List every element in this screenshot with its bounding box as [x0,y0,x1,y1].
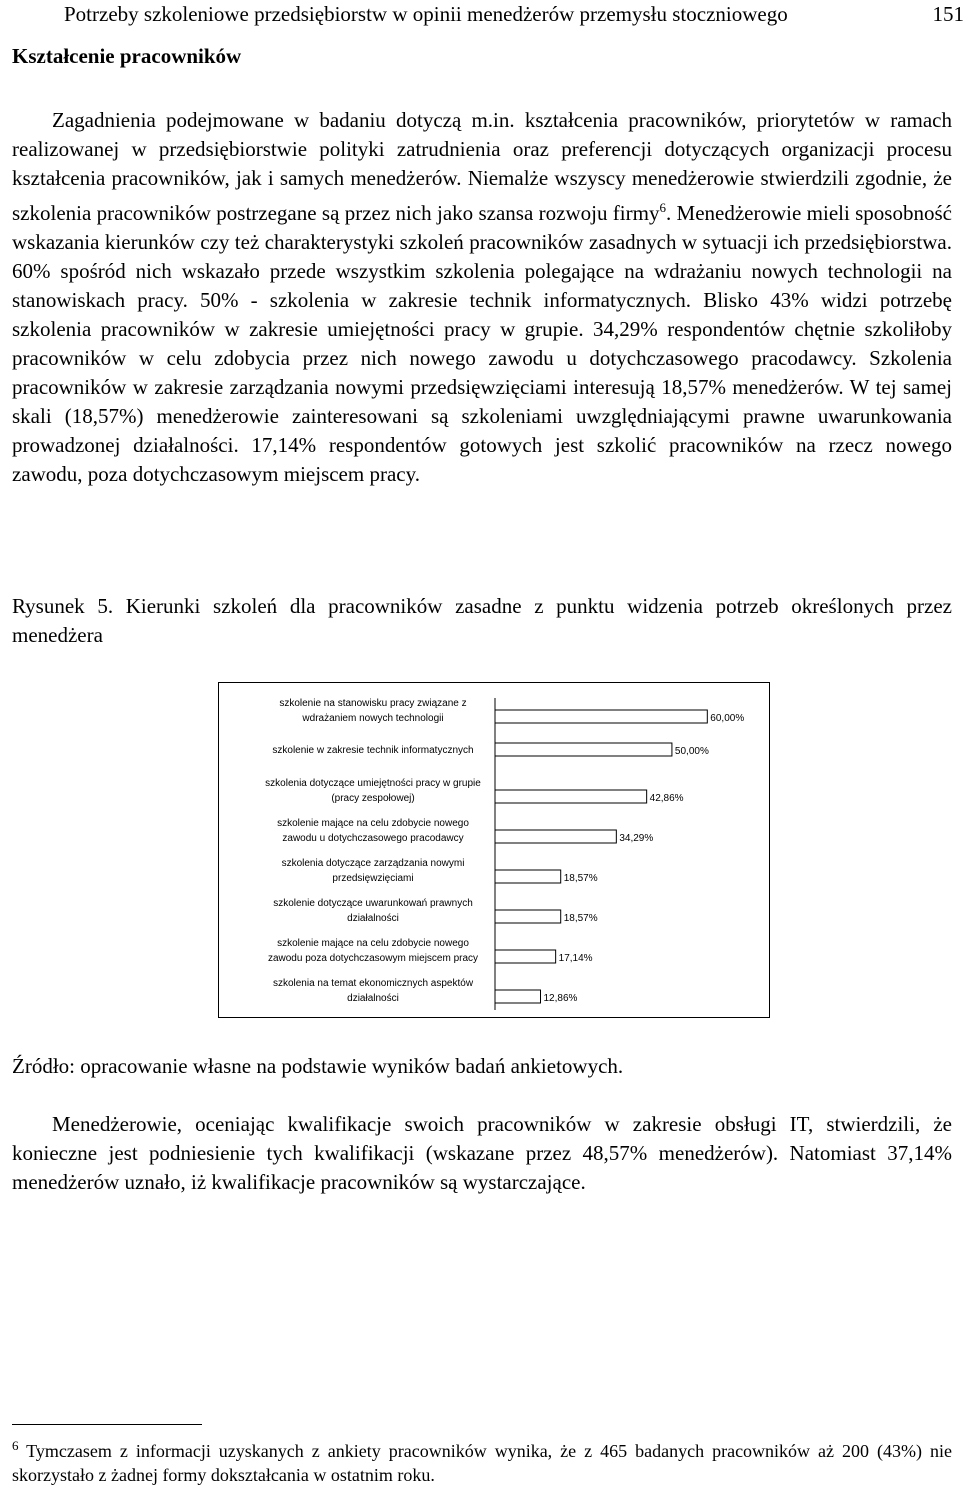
category-label: szkolenia dotyczące zarządzania nowymi przedsięwzięciami [281,858,465,884]
bar [495,743,672,756]
value-label: 42,86% [649,793,684,804]
paragraph-1-part-1: Zagadnienia podejmowane w badaniu dotyczą m.in. kształcenia pracowników, priorytetów w ramach realizowanej w przedsiębiorstwie polityki zatrudnienia oraz preferencji dotyczących organizacji procesu kształcenia pracowników, jak i samych menedżerów. Niemalże wszyscy menedżerowie stwierdzili zgodnie, że szkolenia pracowników postrzegane są przez nich jako szansa rozwoju firmy [12,108,952,225]
bar [495,710,707,723]
value-label: 34,29% [619,833,654,844]
header-title: Potrzeby szkoleniowe przedsiębiorstw w opinii menedżerów przemysłu stoczniowego [64,2,788,26]
paragraph-2-text: Menedżerowie, oceniając kwalifikacje swoich pracowników w zakresie obsługi IT, stwierdzili, że konieczne jest podniesienie tych kwalifikacji (wskazane przez 48,57% menedżerów). Natomiast 37,14% menedżerów uznało, iż kwalifikacje pracowników są wystarczające. [12,1112,952,1194]
figure-caption-text: Rysunek 5. Kierunki szkoleń dla pracowników zasadne z punktu widzenia potrzeb określonych przez menedżera [12,594,952,647]
page-number: 151 [932,2,964,26]
footnote-rule [12,1424,202,1425]
bar [495,910,561,923]
footnote-reference[interactable]: 6 [659,200,666,215]
value-label: 12,86% [543,993,578,1004]
footnote [12,1434,952,1487]
category-label: szkolenie dotyczące uwarunkowań prawnych działalności [273,898,473,924]
footnote-number: 6 [12,1438,19,1453]
bar [495,990,541,1003]
value-label: 17,14% [558,953,593,964]
paragraph-1-part-2: . Menedżerowie mieli sposobność wskazania kierunków czy też charakterystyki szkoleń pracowników zasadnych w sytuacji ich przedsiębiorstwa. 60% spośród nich wskazało przede wszystkim szkolenia polegające na wdrażaniu nowych technologii na stanowiskach pracy. 50% - szkolenia w zakresie technik informatycznych. Blisko 43% widzi potrzebę szkolenia pracowników w zakresie umiejętności pracy w grupie. 34,29% respondentów chętnie szkoliłoby pracowników w celu zdobycia przez nich nowego zawodu u dotychczasowego pracodawcy. Szkolenia pracowników w zakresie zarządzania nowymi przedsięwzięciami interesują 18,57% menedżerów. W tej samej skali (18,57%) menedżerowie zainteresowani są szkoleniami uwzględniającymi prawne uwarunkowania prowadzonej działalności. 17,14% respondentów gotowych jest szkolić pracowników na rzecz nowego zawodu, poza dotychczasowym miejscem pracy. [12,201,952,486]
value-label: 60,00% [710,713,745,724]
category-label: szkolenie na stanowisku pracy związane z wdrażaniem nowych technologii [279,698,467,724]
bar [495,830,616,843]
figure-source: Źródło: opracowanie własne na podstawie wyników badań ankietowych. [12,1054,624,1078]
running-header [64,2,964,27]
paragraph-2 [12,1110,952,1197]
value-label: 18,57% [563,873,598,884]
bar-chart [218,682,770,1018]
footnote-text: Tymczasem z informacji uzyskanych z ankiety pracowników wynika, że z 465 badanych pracowników aż 200 (43%) nie skorzystało z żadnej formy dokształcania w ostatnim roku. [12,1441,952,1485]
category-label: szkolenie mające na celu zdobycie nowego zawodu poza dotychczasowym miejscem pracy [267,938,479,964]
value-label: 50,00% [674,746,709,757]
category-label: szkolenia na temat ekonomicznych aspektów działalności [272,978,474,1004]
figure-caption [12,592,952,650]
value-label: 18,57% [563,913,598,924]
paragraph-1 [12,106,952,489]
category-label: szkolenia dotyczące umiejętności pracy w grupie (pracy zespołowej) [265,778,481,804]
bar [495,790,647,803]
bar [495,870,561,883]
category-label: szkolenie mające na celu zdobycie nowego zawodu u dotychczasowego pracodawcy [277,818,469,844]
section-title: Kształcenie pracowników [12,44,242,68]
category-label: szkolenie w zakresie technik informatycznych [272,745,474,756]
bar [495,950,556,963]
bar-chart-svg [219,683,769,1017]
